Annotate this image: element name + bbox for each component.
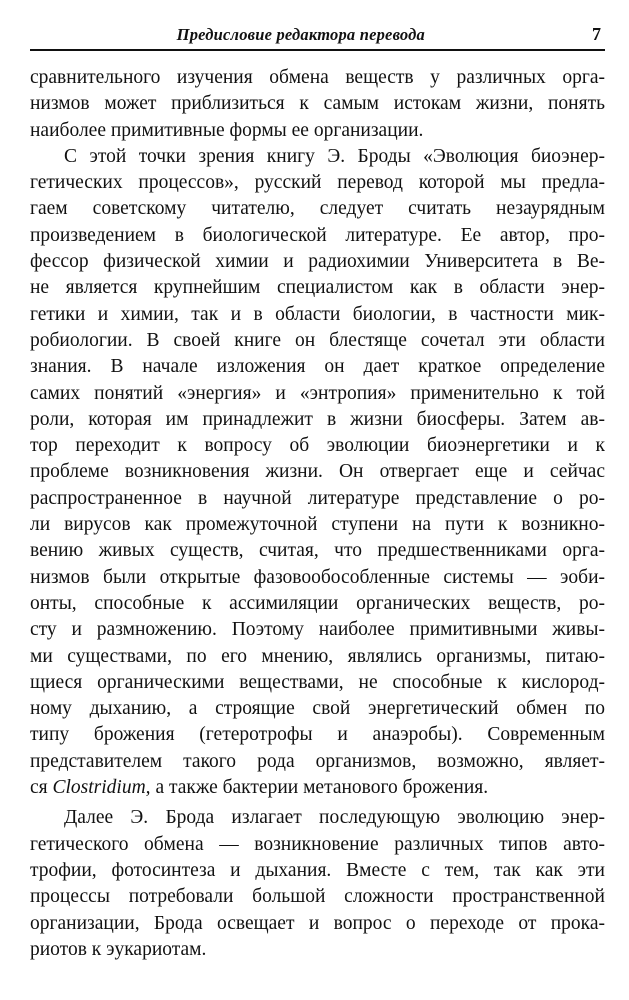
text-line: организации, Брода освещает и вопрос о переходе от прока- <box>30 912 605 934</box>
text-line: сту и размножению. Поэтому наиболее примитивными живы- <box>30 619 605 641</box>
text-line: гетических процессов», русский перевод которой мы предла- <box>30 172 605 194</box>
text-line: низмов может приблизиться к самым истокам жизни, понять <box>30 93 605 115</box>
text-line: типу брожения (гетеротрофы и анаэробы). Современным <box>30 724 605 746</box>
running-head <box>30 22 605 51</box>
text-line: фессор физической химии и радиохимии Университета в Ве- <box>30 251 605 273</box>
page-number: 7 <box>592 24 601 44</box>
running-title: Предисловие редактора перевода <box>176 25 425 44</box>
text-line: роли, которая им принадлежит в жизни биосферы. Затем ав- <box>30 408 605 430</box>
text-line: щиеся органическими веществами, не способные к кислород- <box>30 671 605 693</box>
text-line: риотов к эукариотам. <box>30 938 207 960</box>
text-line: ся Clostridium, а также бактерии метанового брожения. <box>30 777 489 799</box>
text-line: гетики и химии, так и в области биологии, в частности мик- <box>30 303 605 325</box>
paragraph <box>30 144 605 801</box>
text-line: гетического обмена — возникновение различных типов авто- <box>30 833 605 855</box>
text-line: ли вирусов как промежуточной ступени на пути к возникно- <box>30 514 605 536</box>
text-line: С этой точки зрения книгу Э. Броды «Эволюция биоэнер- <box>64 145 605 167</box>
text-line: онты, способные к ассимиляции органических веществ, ро- <box>30 592 605 614</box>
text-line: сравнительного изучения обмена веществ у различных орга- <box>30 67 605 88</box>
text-line: робиологии. В своей книге он блестяще сочетал эти области <box>30 329 605 351</box>
text-line: гаем советскому читателю, следует считать незаурядным <box>30 198 605 220</box>
text-line: тор переходит к вопросу об эволюции биоэнергетики и к <box>30 435 605 457</box>
text-line: ми существами, по его мнению, являлись организмы, питаю- <box>30 645 605 667</box>
text-line: ному дыханию, а строящие свой энергетический обмен по <box>30 698 605 720</box>
text-line: распространенное в научной литературе представление о ро- <box>30 487 605 509</box>
text-line: Далее Э. Брода излагает последующую эволюцию энер- <box>64 807 605 829</box>
text-line: самих понятий «энергия» и «энтропия» применительно к той <box>30 382 605 404</box>
text-line: проблеме возникновения жизни. Он отвергает еще и сейчас <box>30 461 605 483</box>
italic-genus-name: Clostridium, <box>52 777 151 799</box>
text-line: наиболее примитивные формы ее организации. <box>30 119 424 141</box>
text-line: трофии, фотосинтеза и дыхания. Вместе с тем, так как эти <box>30 859 605 881</box>
text-line: произведением в биологической литературе. Ее автор, про- <box>30 224 605 246</box>
text-line: представителем такого рода организмов, возможно, являет- <box>30 750 605 772</box>
text-line: процессы потребовали большой сложности пространственной <box>30 886 605 908</box>
text-line: не является крупнейшим специалистом как в области энер- <box>30 277 605 299</box>
book-page <box>30 22 605 963</box>
paragraph <box>30 65 605 144</box>
text-line: низмов были открытые фазовообособленные системы — эоби- <box>30 566 605 588</box>
body-text <box>30 65 605 963</box>
paragraph <box>30 805 605 963</box>
text-line: вению живых существ, считая, что предшественниками орга- <box>30 540 605 562</box>
text-line: знания. В начале изложения он дает краткое определение <box>30 356 605 378</box>
